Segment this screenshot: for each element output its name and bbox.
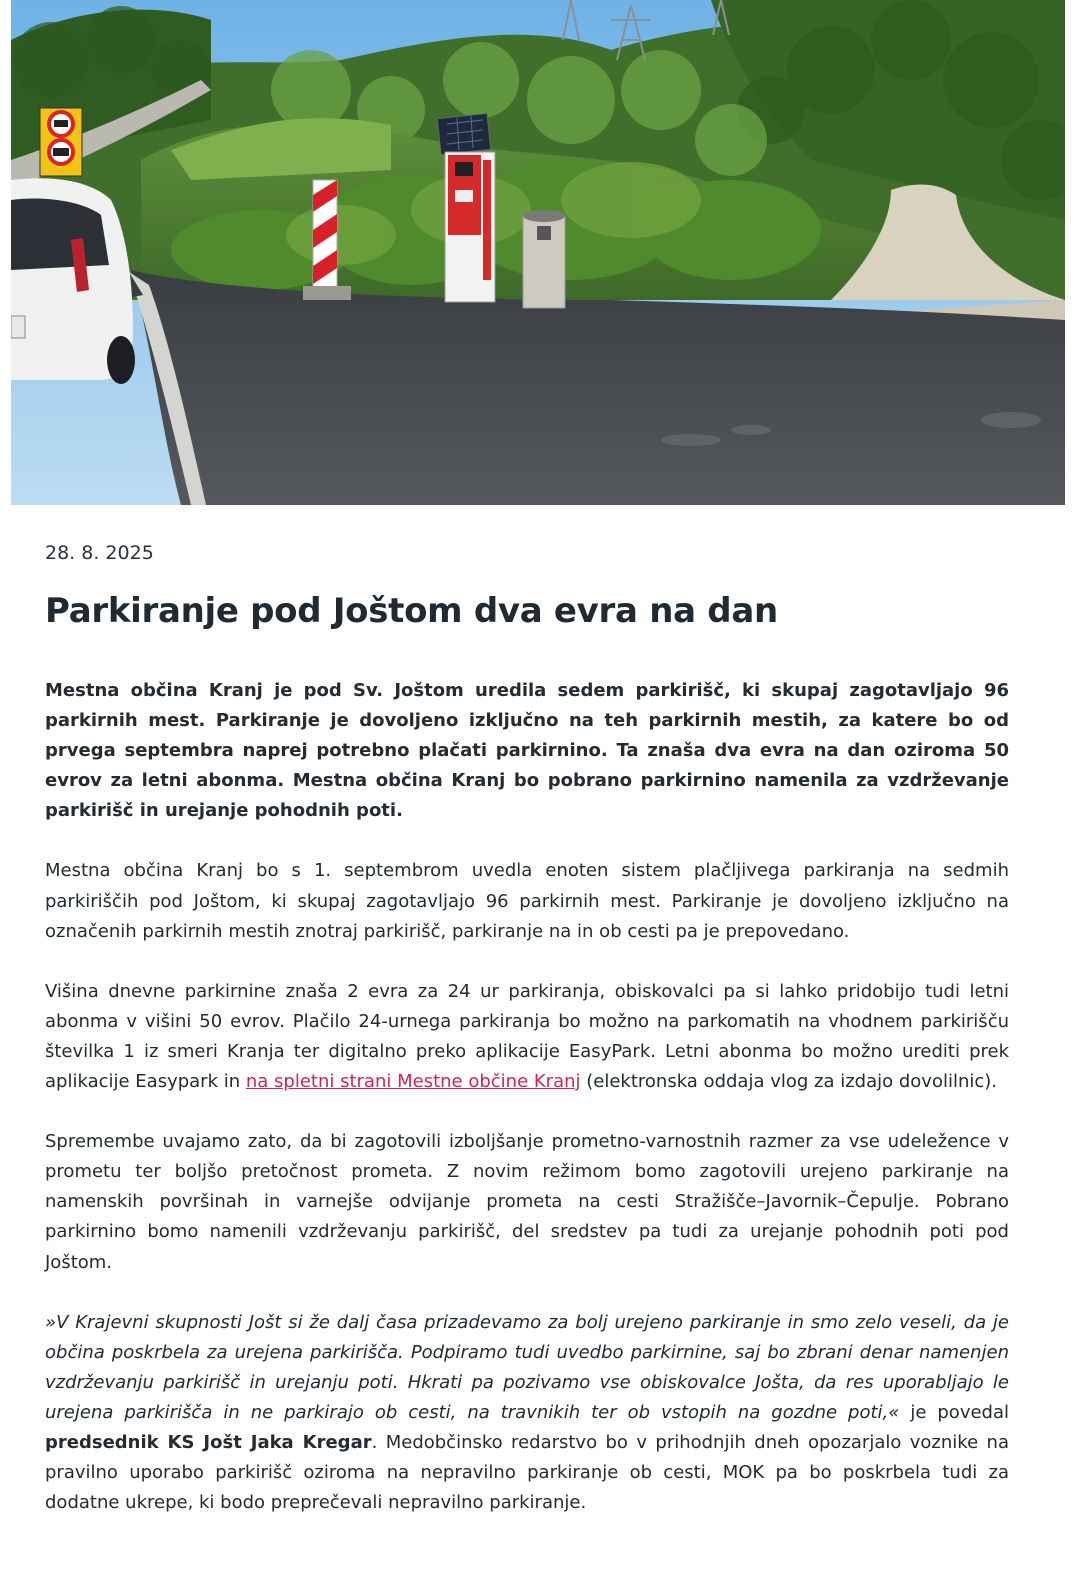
traffic-sign: [40, 108, 82, 176]
article-paragraph-1: Mestna občina Kranj bo s 1. septembrom uvedla enoten sistem plačljivega parkiranja na sedmih parkiriščih pod Joštom, ki skupaj zagotavljajo 96 parkirnih mest. Parkiranje je dovoljeno izključno na označenih parkirnih mestih znotraj parkirišč, parkiranje na in ob cesti pa je prepovedano.: [45, 860, 1009, 942]
article-paragraph-4: [45, 1308, 1009, 1519]
mok-website-link[interactable]: na spletni strani Mestne občine Kranj: [245, 1071, 581, 1093]
article-lead: Mestna občina Kranj je pod Sv. Joštom uredila sedem parkirišč, ki skupaj zagotavljajo 96 parkirnih mest. Parkiranje je dovoljeno izključno na teh parkirnih mestih, za katere bo od prvega septembra naprej potrebno plačati parkirnino. Ta znaša dva evra na dan oziroma 50 evrov za letni abonma. Mestna občina Kranj bo pobrano parkirnino namenila za vzdrževanje parkirišč in urejanje pohodnih poti.: [45, 680, 1009, 822]
hero-photo: [11, 0, 1065, 505]
article-paragraph-3: Spremembe uvajamo zato, da bi zagotovili izboljšanje prometno-varnostnih razmer za vse udeležence v prometu ter boljšo pretočnost prometa. Z novim režimom bomo zagotovili urejeno parkiranje na namenskih površinah in varnejše odvijanje prometa na cesti Stražišče–Javornik–Čepulje. Pobrano parkirnino bomo namenili vzdrževanju parkirišč, del sredstev pa tudi za urejanje pohodnih poti pod Joštom.: [45, 1131, 1009, 1273]
quote-said: je povedal: [899, 1401, 1010, 1423]
paragraph-2-text-before: Višina dnevne parkirnine znaša 2 evra za 24 ur parkiranja, obiskovalci pa si lahko pridobijo tudi letni abonma v višini 50 evrov. Plačilo 24-urnega parkiranja bo možno na parkomatih na vhodnem parkirišču številka 1 iz smeri Kranja ter digitalno preko aplikacije EasyPark. Letni abonma bo možno urediti prek aplikacije Easypark in: [45, 980, 1009, 1093]
paragraph-2-text-after: (elektronska oddaja vlog za izdajo dovolilnic).: [580, 1071, 998, 1093]
article-body: [45, 676, 1009, 1548]
article-date: 28. 8. 2025: [45, 542, 154, 564]
article-title: Parkiranje pod Joštom dva evra na dan: [45, 591, 778, 631]
paragraph-4-rest: . Medobčinsko redarstvo bo v prihodnjih dneh opozarjalo voznike na pravilno uporabo parkirišč oziroma na nepravilno parkiranje ob cesti, MOK pa bo poskrbela tudi za dodatne ukrepe, ki bodo preprečevali nepravilno parkiranje.: [45, 1431, 1009, 1514]
quote-text: »V Krajevni skupnosti Jošt si že dalj časa prizadevamo za bolj urejeno parkiranje in smo zelo veseli, da je občina poskrbela za urejena parkirišča. Podpiramo tudi uvedbo parkirnine, saj bo zbrani denar namenjen vzdrževanju parkirišč in urejanju poti. Hkrati pa pozivamo vse obiskovalce Jošta, da res uporabljajo le urejena parkirišča in ne parkirajo ob cesti, na travnikih ter ob vstopih na gozdne poti,«: [45, 1311, 1009, 1423]
article-hero-image: [11, 0, 1065, 505]
parking-meter: [437, 113, 495, 302]
article-paragraph-2: [45, 977, 1009, 1097]
quote-speaker: predsednik KS Jošt Jaka Kregar: [45, 1431, 372, 1453]
